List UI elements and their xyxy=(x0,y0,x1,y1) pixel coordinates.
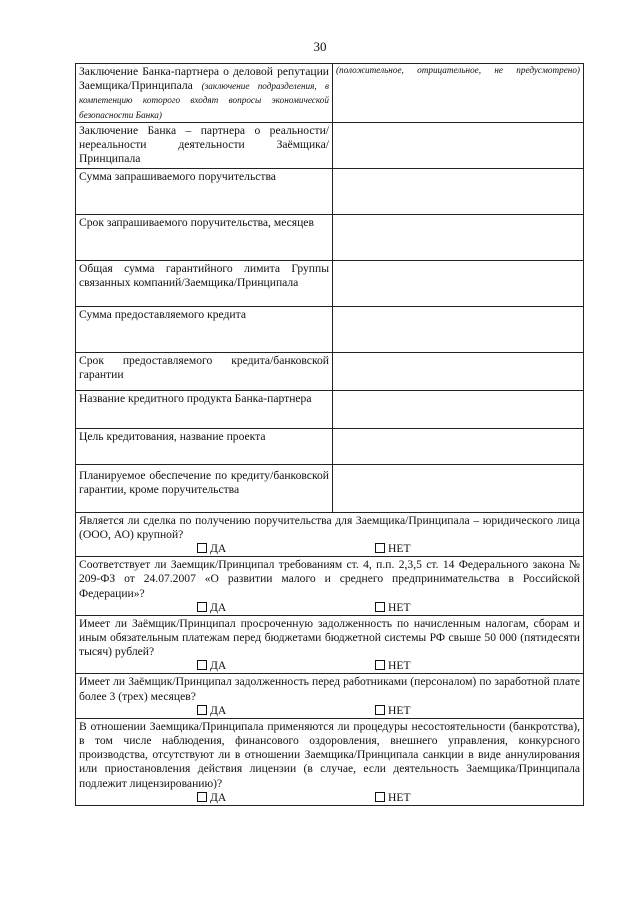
field-label xyxy=(76,64,333,123)
yes-option[interactable] xyxy=(197,601,226,615)
checkbox-icon[interactable] xyxy=(197,660,207,670)
table-row xyxy=(76,352,584,390)
no-option[interactable] xyxy=(375,704,411,718)
question-text: Соответствует ли Заемщик/Принципал требованиям ст. 4, п.п. 2,3,5 ст. 14 Федерального закона № 209-ФЗ от 24.07.2007 «О развитии малого и среднего предпринимательства в Российской Федерации»? xyxy=(79,558,580,600)
question-row xyxy=(76,512,584,556)
answer-options xyxy=(79,704,580,718)
field-label: Общая сумма гарантийного лимита Группы связанных компаний/Заемщика/Принципала xyxy=(76,260,333,306)
table-row xyxy=(76,260,584,306)
no-label: НЕТ xyxy=(388,542,411,556)
yes-option[interactable] xyxy=(197,659,226,673)
loan-term-field[interactable] xyxy=(333,352,584,390)
field-label: Заключение Банка – партнера о реальности/нереальности деятельности Заёмщика/Принципала xyxy=(76,122,333,168)
checkbox-icon[interactable] xyxy=(197,705,207,715)
no-option[interactable] xyxy=(375,791,411,805)
no-label: НЕТ xyxy=(388,659,411,673)
question-text: Является ли сделка по получению поручительства для Заемщика/Принципала – юридического лица (ООО, АО) крупной? xyxy=(79,513,580,542)
question-text: Имеет ли Заёмщик/Принципал задолженность перед работниками (персоналом) по заработной плате более 3 (трех) месяцев? xyxy=(79,675,580,703)
no-option[interactable] xyxy=(375,601,411,615)
checkbox-icon[interactable] xyxy=(375,660,385,670)
answer-options xyxy=(79,791,580,805)
checkbox-icon[interactable] xyxy=(197,602,207,612)
question-text: Имеет ли Заёмщик/Принципал просроченную задолженность по начисленным налогам, сборам и иным обязательным платежам перед бюджетами бюджетной системы РФ свыше 50 000 (пятидесяти тысяч) рублей? xyxy=(79,616,580,659)
checkbox-icon[interactable] xyxy=(375,792,385,802)
field-label: Сумма запрашиваемого поручительства xyxy=(76,168,333,214)
answer-options xyxy=(79,659,580,673)
table-row xyxy=(76,428,584,464)
yes-label: ДА xyxy=(210,600,227,614)
yes-option[interactable] xyxy=(197,704,226,718)
checkbox-icon[interactable] xyxy=(375,602,385,612)
table-row xyxy=(76,214,584,260)
application-form-table xyxy=(75,63,584,806)
credit-purpose-field[interactable] xyxy=(333,428,584,464)
question-row xyxy=(76,718,584,805)
table-row xyxy=(76,306,584,352)
guarantee-amount-field[interactable] xyxy=(333,168,584,214)
checkbox-icon[interactable] xyxy=(197,792,207,802)
checkbox-icon[interactable] xyxy=(197,543,207,553)
field-label-text: Заключение Банка-партнера о деловой репутации Заемщика/Принципала xyxy=(79,65,329,93)
table-row xyxy=(76,64,584,123)
answer-options xyxy=(79,601,580,615)
field-label-note: (заключение подразделения, в компетенцию которого входят вопросы экономической безопасности Банка) xyxy=(79,81,329,120)
yes-label: ДА xyxy=(210,659,227,673)
answer-options xyxy=(79,542,580,556)
table-row xyxy=(76,464,584,512)
yes-option[interactable] xyxy=(197,542,226,556)
loan-amount-field[interactable] xyxy=(333,306,584,352)
field-label: Цель кредитования, название проекта xyxy=(76,428,333,464)
question-row xyxy=(76,674,584,718)
yes-label: ДА xyxy=(210,703,227,717)
no-label: НЕТ xyxy=(388,790,411,804)
collateral-field[interactable] xyxy=(333,464,584,512)
question-row xyxy=(76,615,584,674)
yes-label: ДА xyxy=(210,790,227,804)
yes-label: ДА xyxy=(210,542,227,556)
reputation-conclusion-field[interactable] xyxy=(333,64,584,123)
checkbox-icon[interactable] xyxy=(375,543,385,553)
question-text: В отношении Заемщика/Принципала применяются ли процедуры несостоятельности (банкротства), в том числе наблюдения, финансового оздоровления, внешнего управления, конкурсного производства, отсутствуют ли в отношении Заемщика/Принципала санкции в виде аннулирования или приостановления действия лицензии (в случае, если деятельность Заемщика/Принципала подлежит лицензированию)? xyxy=(79,719,580,790)
field-label: Название кредитного продукта Банка-партнера xyxy=(76,390,333,428)
guarantee-limit-field[interactable] xyxy=(333,260,584,306)
no-option[interactable] xyxy=(375,542,411,556)
table-row xyxy=(76,122,584,168)
field-label: Сумма предоставляемого кредита xyxy=(76,306,333,352)
table-row xyxy=(76,168,584,214)
table-row xyxy=(76,390,584,428)
reality-conclusion-field[interactable] xyxy=(333,122,584,168)
field-label: Срок запрашиваемого поручительства, месяцев xyxy=(76,214,333,260)
no-label: НЕТ xyxy=(388,703,411,717)
no-label: НЕТ xyxy=(388,600,411,614)
question-row xyxy=(76,557,584,616)
field-hint: (положительное, отрицательное, не предусмотрено) xyxy=(336,65,580,75)
credit-product-field[interactable] xyxy=(333,390,584,428)
guarantee-term-field[interactable] xyxy=(333,214,584,260)
no-option[interactable] xyxy=(375,659,411,673)
field-label: Планируемое обеспечение по кредиту/банковской гарантии, кроме поручительства xyxy=(76,464,333,512)
field-label: Срок предоставляемого кредита/банковской гарантии xyxy=(76,352,333,390)
checkbox-icon[interactable] xyxy=(375,705,385,715)
page-number: 30 xyxy=(313,39,327,54)
yes-option[interactable] xyxy=(197,791,226,805)
